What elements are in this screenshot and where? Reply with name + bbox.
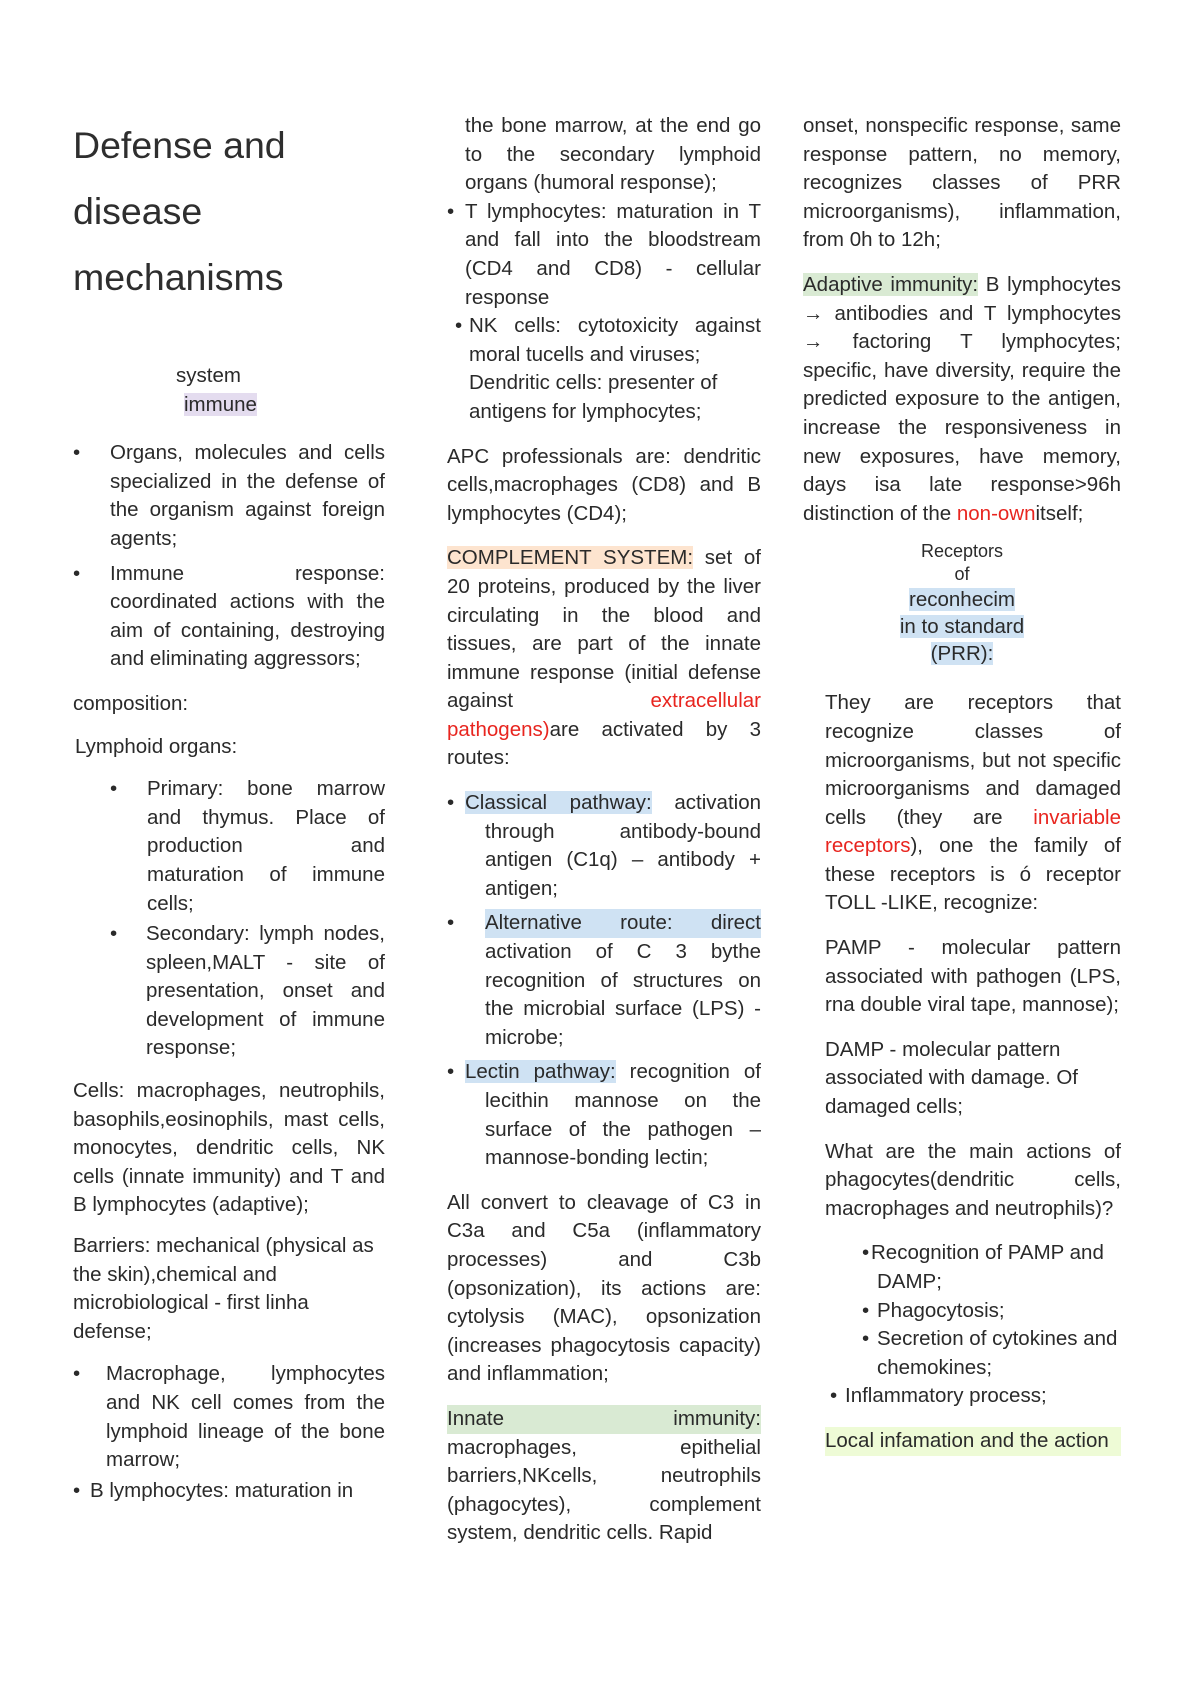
receptors-line-1: Receptors (920, 541, 1004, 562)
list-item (447, 789, 761, 903)
bullet-icon: • (447, 199, 455, 223)
subtitle-system: system (176, 364, 241, 387)
list-item (447, 312, 761, 369)
cells-paragraph: Cells: macrophages, neutrophils, basophils,eosinophils, mast cells, monocytes, dendritic cells, NK cells (innate immunity) and T and B lymphocytes (adaptive); (73, 1079, 385, 1217)
page-title (73, 112, 385, 310)
list-item (825, 1297, 1121, 1326)
bullet-icon: • (73, 561, 81, 585)
title-line-2: disease (73, 190, 203, 232)
title-line-1: Defense and (73, 124, 286, 166)
pamp-paragraph: PAMP - molecular pattern associated with pathogen (LPS, rna double viral tape, mannose); (825, 936, 1121, 1017)
bullet-icon: • (73, 1362, 81, 1386)
receptors-heading (803, 540, 1121, 667)
receptors-line-3: reconhecim (909, 588, 1015, 612)
action-1: Recognition of PAMP and DAMP; (871, 1241, 1104, 1293)
receptors-line-2: of (954, 564, 970, 585)
list-item (447, 909, 761, 1052)
receptors-line-4: in to standard (899, 615, 1025, 639)
list-item (73, 1360, 385, 1474)
bullet-icon: • (862, 1298, 870, 1322)
list-item (73, 439, 385, 553)
bullet-icon: • (830, 1384, 838, 1408)
bullet-icon: • (447, 911, 455, 935)
list-item (825, 1239, 1121, 1296)
classical-label: Classical pathway: (465, 791, 652, 815)
all-convert-paragraph: All convert to cleavage of C3 in C3a and C5a (inflammatory processes) and C3b (opsonization), its actions are: cytolysis (MAC), opsonization (increases phagocytosis capacity) and inflammation; (447, 1190, 761, 1386)
list-item (73, 920, 385, 1063)
apc-paragraph: APC professionals are: dendritic cells,macrophages (CD8) and B lymphocytes (CD4); (447, 444, 761, 525)
bullet-icon: • (73, 1478, 81, 1502)
action-3: Secretion of cytokines and chemokines; (877, 1327, 1118, 1379)
receptors-body (803, 689, 1121, 1455)
item-secondary: Secondary: lymph nodes, spleen,MALT - site of presentation, onset and development of immune response; (146, 922, 385, 1060)
subtitle (73, 362, 385, 419)
b-lymph-continued: the bone marrow, at the end go to the secondary lymphoid organs (humoral response); (465, 114, 761, 195)
local-inflammation-heading: Local infamation and the action (825, 1427, 1121, 1456)
bullet-icon: • (862, 1241, 870, 1265)
item-b-lymphocytes: B lymphocytes: maturation in (90, 1478, 354, 1502)
alternative-label: Alternative route: direct (485, 909, 761, 938)
bullet-icon: • (862, 1327, 870, 1351)
receptors-line-5: (PRR): (930, 642, 994, 666)
item-nk-cells: NK cells: cytotoxicity against moral tucells and viruses; (469, 314, 761, 366)
item-dendritic: Dendritic cells: presenter of antigens for lymphocytes; (469, 371, 718, 423)
bullet-icon: • (447, 791, 455, 815)
adaptive-paragraph: Adaptive immunity: B lymphocytes → antibodies and T lymphocytes → factoring T lymphocytes; specific, have diversity, require the predicted exposure to the antigen, increase the responsiveness in new exposures, have memory, days isa late response>96h distinction of the non-ownitself; (803, 272, 1121, 525)
innate-paragraph: Innate immunity: macrophages, epithelial barriers,NKcells, neutrophils (phagocytes), complement system, dendritic cells. Rapid (447, 1406, 761, 1545)
invariable-red: invariable receptors (825, 805, 1122, 858)
item-organs: Organs, molecules and cells specialized in the defense of the organism against foreign agents; (110, 441, 385, 550)
bullet-icon: • (455, 314, 463, 338)
list-item (73, 560, 385, 674)
column-2 (447, 112, 761, 1548)
innate-label: Innate immunity: (447, 1405, 761, 1434)
list-item (825, 1325, 1121, 1382)
title-line-3: mechanisms (73, 256, 284, 298)
item-alternative: Alternative route: direct activation of C 3 bythe recognition of structures on the microbial surface (LPS) - microbe; (485, 911, 761, 1049)
damp-paragraph: DAMP - molecular pattern associated with damage. Of damaged cells; (825, 1037, 1078, 1119)
bullet-icon: • (110, 922, 118, 946)
lectin-label: Lectin pathway: (465, 1060, 616, 1084)
action-2: Phagocytosis; (877, 1298, 1005, 1322)
complement-paragraph: COMPLEMENT SYSTEM: set of 20 proteins, produced by the liver circulating in the blood and tissues, are part of the innate immune response (initial defense against extracellular pathogens)are activated by 3 routes: (447, 546, 761, 770)
innate-continued: onset, nonspecific response, same response pattern, no memory, recognizes classes of PRR microorganisms), inflammation, from 0h to 12h; (803, 114, 1121, 252)
list-item (447, 1058, 761, 1172)
item-macrophage: Macrophage, lymphocytes and NK cell comes from the lymphoid lineage of the bone marrow; (106, 1362, 385, 1472)
bullet-icon: • (110, 777, 118, 801)
complement-label: COMPLEMENT SYSTEM: (447, 546, 694, 570)
action-4: Inflammatory process; (845, 1384, 1047, 1408)
column-1 (73, 112, 385, 1505)
item-lectin: Lectin pathway: recognition of lecithin mannose on the surface of the pathogen – mannose-bonding lectin; (465, 1060, 761, 1170)
list-item (447, 369, 761, 426)
column-3 (803, 112, 1121, 1456)
non-own-red: non-own (956, 501, 1036, 525)
barriers-paragraph: Barriers: mechanical (physical as the skin),chemical and microbiological - first linha defense; (73, 1234, 374, 1343)
list-item (447, 198, 761, 312)
they-paragraph: They are receptors that recognize classes of microorganisms, but not specific microorganisms and damaged cells (they are invariable receptors), one the family of these receptors is ó receptor TOLL -LIKE, recognize: (825, 691, 1122, 915)
adaptive-label: Adaptive immunity: (803, 272, 979, 296)
extracellular-red: extracellular pathogens) (447, 689, 761, 741)
item-classical: Classical pathway: activation through antibody-bound antigen (C1q) – antibody + antigen; (465, 791, 762, 900)
item-t-lymphocytes: T lymphocytes: maturation in T and fall into the bloodstream (CD4 and CD8) - cellular response (465, 199, 761, 309)
bullet-icon: • (73, 441, 81, 465)
subtitle-immune: immune (184, 392, 257, 416)
bullet-icon: • (447, 1060, 455, 1084)
list-item (73, 775, 385, 918)
list-item (825, 1382, 1121, 1411)
item-immune-response: Immune response: coordinated actions with the aim of containing, destroying and eliminating aggressors; (110, 561, 385, 671)
list-item (73, 1477, 385, 1506)
composition-label: composition: (73, 691, 189, 715)
what-paragraph: What are the main actions of phagocytes(dendritic cells, macrophages and neutrophils)? (825, 1139, 1121, 1220)
lymphoid-label: Lymphoid organs: (75, 734, 238, 758)
item-primary: Primary: bone marrow and thymus. Place of production and maturation of immune cells; (147, 777, 385, 915)
